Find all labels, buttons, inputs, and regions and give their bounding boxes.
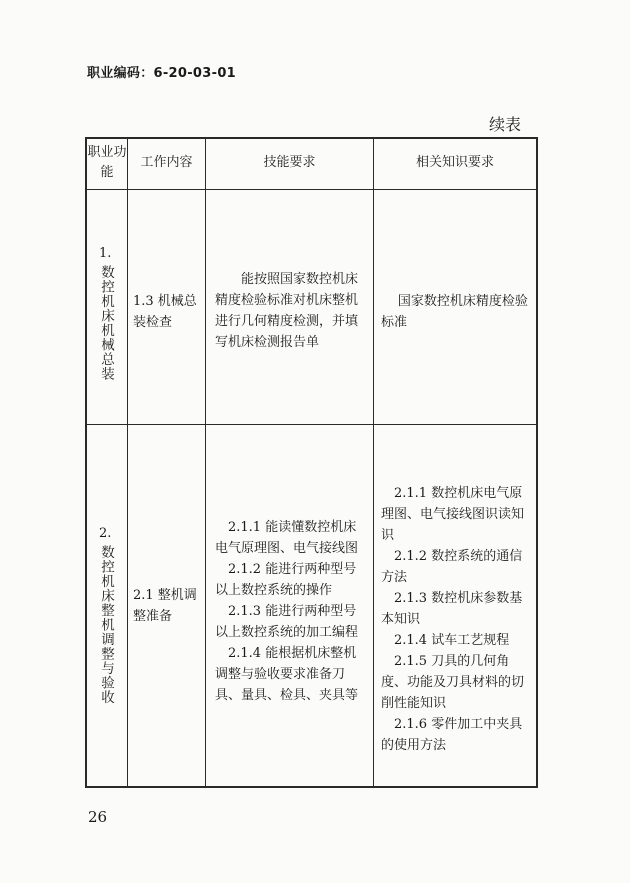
column-divider [127,139,128,786]
row-divider [87,424,536,425]
skill-item: 2.1.3 能进行两种型号以上数控系统的加工编程 [215,604,359,640]
header-content: 工作内容 [140,155,193,170]
header-function: 职业功能 [87,145,127,180]
function-name: 数控机床机械总装 [98,265,114,381]
function-number: 1. [99,246,112,261]
work-content: 1.3 机械总装检查 [133,294,197,330]
knowledge-item: 2.1.5 刀具的几何角度、功能及刀具材料的切削性能知识 [381,654,525,711]
knowledge-item: 2.1.1 数控机床电气原理图、电气接线图识读知识 [381,486,525,543]
header-skills: 技能要求 [263,155,316,170]
knowledge-item: 2.1.3 数控机床参数基本知识 [381,591,523,627]
column-divider [205,139,206,786]
function-name: 数控机床整机调整与验收 [98,545,114,705]
page-number: 26 [88,808,108,826]
knowledge-list [381,291,533,333]
knowledge-item: 2.1.4 试车工艺规程 [394,633,510,648]
header-knowledge: 相关知识要求 [415,155,494,170]
knowledge-item: 2.1.6 零件加工中夹具的使用方法 [381,717,523,753]
occupation-code: 职业编码：6-20-03-01 [87,66,237,81]
row-divider [87,189,536,190]
skill-item: 2.1.1 能读懂数控机床电气原理图、电气接线图 [215,520,359,556]
skill-item: 2.1.4 能根据机床整机调整与验收要求准备刀具、量具、检具、夹具等 [215,646,359,703]
column-divider [373,139,374,786]
knowledge-list [381,483,535,756]
work-content: 2.1 整机调整准备 [133,588,197,624]
knowledge-item: 国家数控机床精度检验标准 [381,294,528,330]
skills-list [215,269,365,353]
knowledge-item: 2.1.2 数控系统的通信方法 [381,549,523,585]
skills-table [85,137,538,788]
continued-label: 续表 [489,115,522,134]
skill-item: 2.1.2 能进行两种型号以上数控系统的操作 [215,562,357,598]
function-number: 2. [99,526,112,541]
skills-list [215,517,367,706]
skill-item: 能按照国家数控机床精度检验标准对机床整机进行几何精度检测，并填写机床检测报告单 [215,272,359,350]
